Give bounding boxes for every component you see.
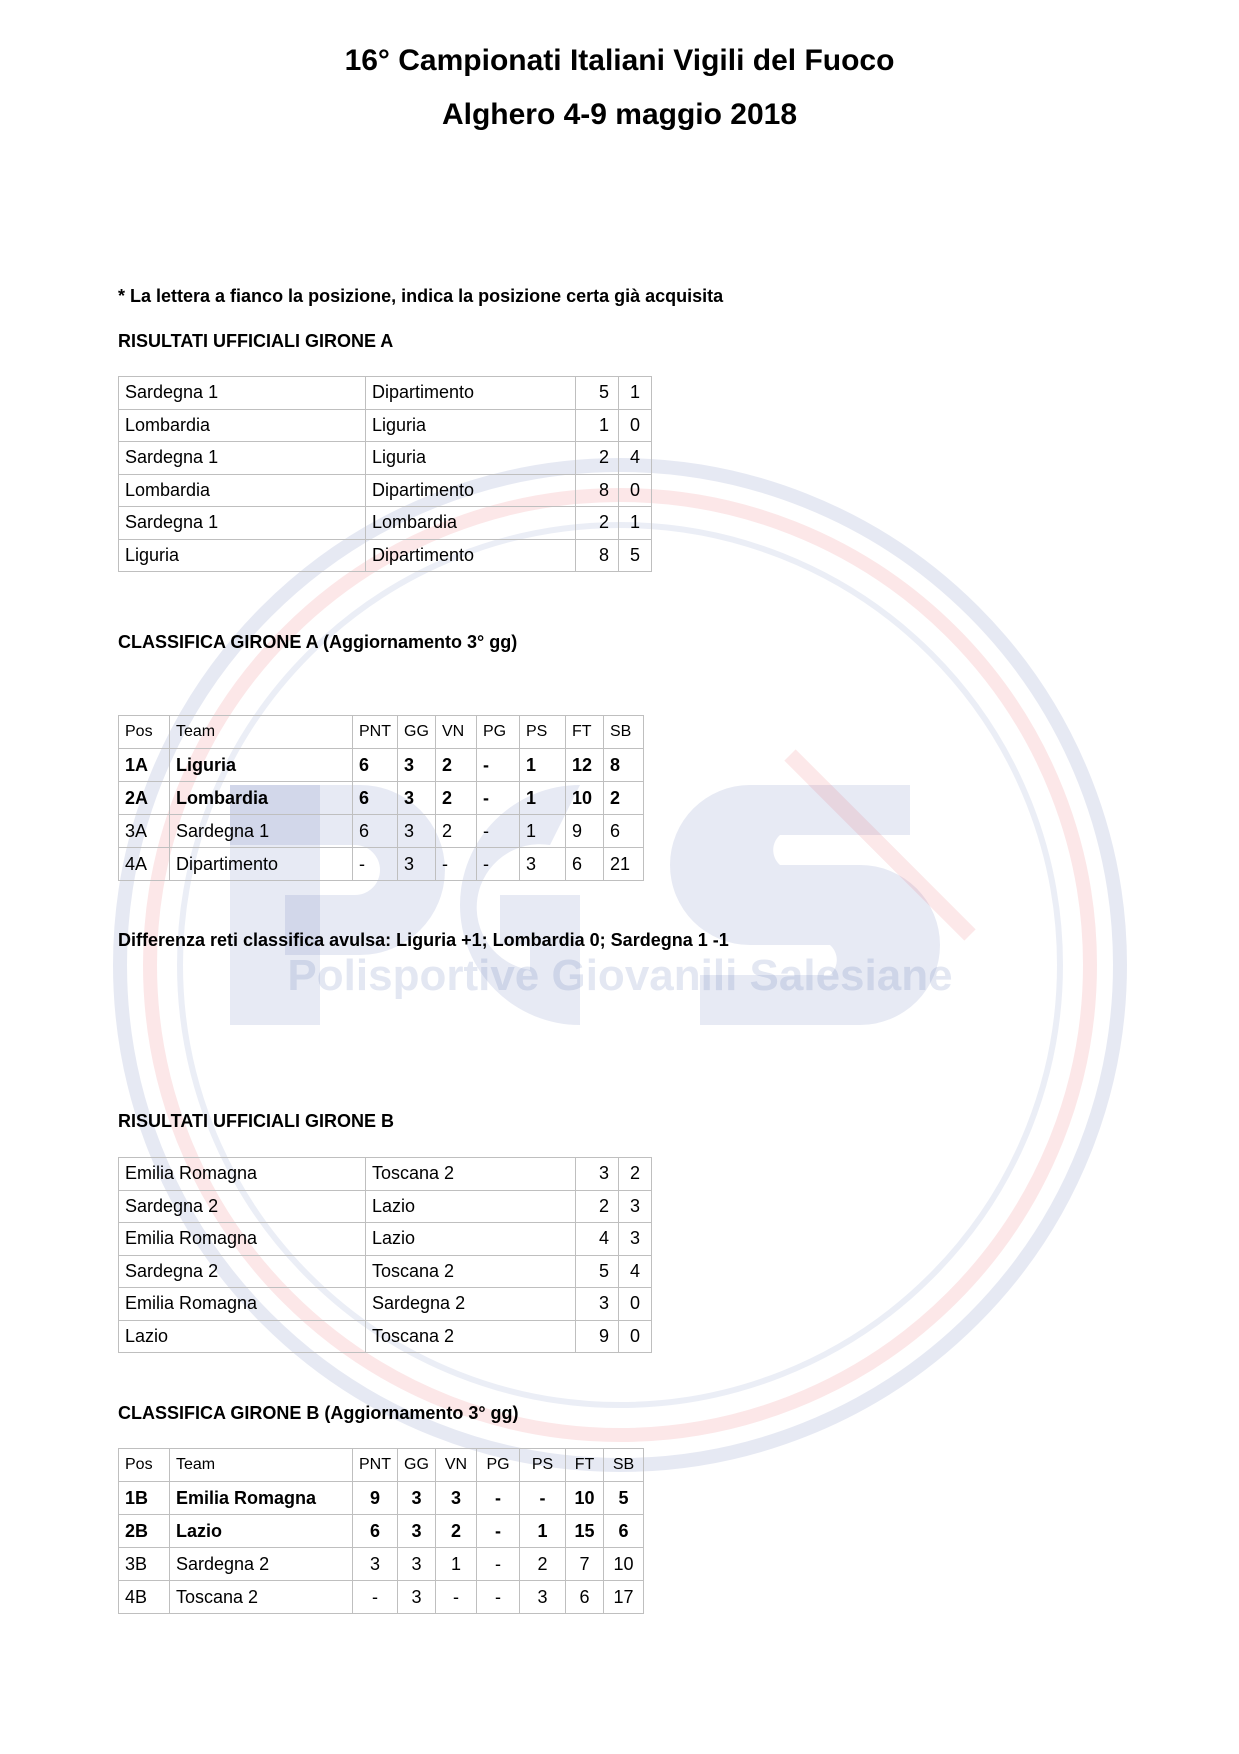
cell-pnt: 9 (353, 1482, 398, 1515)
column-header-pnt: PNT (353, 716, 398, 749)
home-team: Lombardia (119, 409, 366, 442)
column-header-pnt: PNT (353, 1449, 398, 1482)
cell-pnt: 6 (353, 782, 398, 815)
home-score: 3 (576, 1288, 619, 1321)
home-team: Sardegna 1 (119, 377, 366, 410)
cell-team: Sardegna 2 (170, 1548, 353, 1581)
standings-header-row (119, 1449, 644, 1482)
away-team: Dipartimento (366, 474, 576, 507)
cell-team: Toscana 2 (170, 1581, 353, 1614)
result-row (119, 1190, 652, 1223)
away-score: 2 (619, 1158, 652, 1191)
cell-pg: - (477, 1548, 520, 1581)
cell-ps: 1 (520, 815, 566, 848)
cell-pnt: - (353, 1581, 398, 1614)
away-score: 0 (619, 409, 652, 442)
home-team: Sardegna 1 (119, 442, 366, 475)
cell-vn: 1 (436, 1548, 477, 1581)
away-score: 4 (619, 442, 652, 475)
girone-b-results-table (118, 1157, 652, 1353)
home-score: 5 (576, 1255, 619, 1288)
away-team: Liguria (366, 409, 576, 442)
home-team: Lazio (119, 1320, 366, 1353)
home-score: 5 (576, 377, 619, 410)
cell-team: Dipartimento (170, 848, 353, 881)
column-header-gg: GG (398, 716, 436, 749)
column-header-pg: PG (477, 716, 520, 749)
cell-ps: 1 (520, 749, 566, 782)
cell-ps: 2 (520, 1548, 566, 1581)
result-row (119, 1158, 652, 1191)
away-score: 5 (619, 539, 652, 572)
cell-team: Emilia Romagna (170, 1482, 353, 1515)
cell-ft: 12 (566, 749, 604, 782)
away-score: 3 (619, 1223, 652, 1256)
result-row (119, 539, 652, 572)
cell-pg: - (477, 1482, 520, 1515)
cell-vn: 2 (436, 815, 477, 848)
column-header-sb: SB (604, 716, 644, 749)
cell-ft: 10 (566, 1482, 604, 1515)
standings-row (119, 848, 644, 881)
cell-team: Liguria (170, 749, 353, 782)
cell-gg: 3 (398, 1548, 436, 1581)
cell-gg: 3 (398, 848, 436, 881)
away-team: Lazio (366, 1190, 576, 1223)
cell-pnt: 6 (353, 815, 398, 848)
cell-pg: - (477, 815, 520, 848)
column-header-ft: FT (566, 1449, 604, 1482)
page-subtitle: Alghero 4-9 maggio 2018 (441, 98, 798, 131)
cell-pnt: 3 (353, 1548, 398, 1581)
cell-ps: 1 (520, 782, 566, 815)
away-score: 3 (619, 1190, 652, 1223)
standings-row (119, 1548, 644, 1581)
cell-ft: 6 (566, 1581, 604, 1614)
cell-pg: - (477, 848, 520, 881)
home-score: 2 (576, 442, 619, 475)
result-row (119, 507, 652, 540)
cell-vn: 2 (436, 782, 477, 815)
away-team: Dipartimento (366, 377, 576, 410)
home-score: 9 (576, 1320, 619, 1353)
girone-b-standings-table (118, 1448, 644, 1614)
home-team: Lombardia (119, 474, 366, 507)
cell-pos: 3A (119, 815, 170, 848)
watermark-caption: Polisportive Giovanili Salesiane (287, 951, 953, 1000)
away-score: 0 (619, 1320, 652, 1353)
standings-row (119, 1515, 644, 1548)
column-header-sb: SB (604, 1449, 644, 1482)
cell-gg: 3 (398, 815, 436, 848)
cell-sb: 6 (604, 815, 644, 848)
result-row (119, 409, 652, 442)
home-score: 2 (576, 507, 619, 540)
standings-row (119, 1581, 644, 1614)
standings-row (119, 815, 644, 848)
column-header-pg: PG (477, 1449, 520, 1482)
away-team: Lombardia (366, 507, 576, 540)
result-row (119, 474, 652, 507)
column-header-gg: GG (398, 1449, 436, 1482)
home-team: Emilia Romagna (119, 1288, 366, 1321)
home-team: Emilia Romagna (119, 1223, 366, 1256)
standings-row (119, 1482, 644, 1515)
standings-header-row (119, 716, 644, 749)
girone-a-standings-title: CLASSIFICA GIRONE A (Aggiornamento 3° gg) (118, 632, 518, 652)
standings-row (119, 782, 644, 815)
column-header-pos: Pos (119, 716, 170, 749)
girone-a-results-title: RISULTATI UFFICIALI GIRONE A (118, 331, 394, 351)
home-score: 1 (576, 409, 619, 442)
cell-ps: - (520, 1482, 566, 1515)
cell-pos: 4A (119, 848, 170, 881)
cell-ft: 7 (566, 1548, 604, 1581)
home-score: 8 (576, 474, 619, 507)
cell-pnt: 6 (353, 1515, 398, 1548)
cell-sb: 2 (604, 782, 644, 815)
cell-team: Lazio (170, 1515, 353, 1548)
cell-sb: 21 (604, 848, 644, 881)
column-header-vn: VN (436, 1449, 477, 1482)
cell-gg: 3 (398, 1482, 436, 1515)
cell-pnt: - (353, 848, 398, 881)
cell-sb: 6 (604, 1515, 644, 1548)
cell-pg: - (477, 1515, 520, 1548)
cell-vn: 3 (436, 1482, 477, 1515)
result-row (119, 1255, 652, 1288)
result-row (119, 1223, 652, 1256)
cell-ft: 6 (566, 848, 604, 881)
column-header-ps: PS (520, 1449, 566, 1482)
standings-row (119, 749, 644, 782)
girone-b-results-title: RISULTATI UFFICIALI GIRONE B (118, 1111, 394, 1131)
cell-pos: 1B (119, 1482, 170, 1515)
away-team: Toscana 2 (366, 1158, 576, 1191)
result-row (119, 1288, 652, 1321)
diff-note: Differenza reti classifica avulsa: Liguria +1; Lombardia 0; Sardegna 1 -1 (118, 930, 729, 950)
cell-sb: 8 (604, 749, 644, 782)
home-score: 3 (576, 1158, 619, 1191)
cell-gg: 3 (398, 782, 436, 815)
cell-ft: 9 (566, 815, 604, 848)
position-note: * La lettera a fianco la posizione, indica la posizione certa già acquisita (118, 286, 724, 306)
girone-a-results-table (118, 376, 652, 572)
cell-ps: 3 (520, 848, 566, 881)
home-team: Sardegna 2 (119, 1255, 366, 1288)
cell-pos: 4B (119, 1581, 170, 1614)
cell-ft: 15 (566, 1515, 604, 1548)
column-header-team: Team (170, 1449, 353, 1482)
home-score: 4 (576, 1223, 619, 1256)
cell-ft: 10 (566, 782, 604, 815)
cell-vn: 2 (436, 749, 477, 782)
cell-pnt: 6 (353, 749, 398, 782)
cell-team: Sardegna 1 (170, 815, 353, 848)
column-header-team: Team (170, 716, 353, 749)
column-header-ft: FT (566, 716, 604, 749)
away-score: 0 (619, 474, 652, 507)
cell-pg: - (477, 1581, 520, 1614)
away-score: 0 (619, 1288, 652, 1321)
column-header-ps: PS (520, 716, 566, 749)
cell-pos: 3B (119, 1548, 170, 1581)
cell-sb: 5 (604, 1482, 644, 1515)
away-score: 4 (619, 1255, 652, 1288)
home-team: Emilia Romagna (119, 1158, 366, 1191)
column-header-pos: Pos (119, 1449, 170, 1482)
cell-gg: 3 (398, 1515, 436, 1548)
cell-pg: - (477, 782, 520, 815)
cell-ps: 3 (520, 1581, 566, 1614)
page-title: 16° Campionati Italiani Vigili del Fuoco (344, 44, 895, 77)
cell-vn: - (436, 848, 477, 881)
away-team: Toscana 2 (366, 1320, 576, 1353)
result-row (119, 442, 652, 475)
cell-sb: 17 (604, 1581, 644, 1614)
home-score: 2 (576, 1190, 619, 1223)
cell-gg: 3 (398, 749, 436, 782)
cell-sb: 10 (604, 1548, 644, 1581)
away-team: Sardegna 2 (366, 1288, 576, 1321)
home-team: Liguria (119, 539, 366, 572)
girone-a-standings-table (118, 715, 644, 881)
cell-pos: 1A (119, 749, 170, 782)
cell-ps: 1 (520, 1515, 566, 1548)
cell-vn: - (436, 1581, 477, 1614)
result-row (119, 1320, 652, 1353)
away-team: Lazio (366, 1223, 576, 1256)
result-row (119, 377, 652, 410)
column-header-vn: VN (436, 716, 477, 749)
cell-pg: - (477, 749, 520, 782)
cell-vn: 2 (436, 1515, 477, 1548)
home-team: Sardegna 1 (119, 507, 366, 540)
cell-pos: 2A (119, 782, 170, 815)
home-score: 8 (576, 539, 619, 572)
away-score: 1 (619, 507, 652, 540)
away-team: Liguria (366, 442, 576, 475)
cell-pos: 2B (119, 1515, 170, 1548)
cell-gg: 3 (398, 1581, 436, 1614)
away-team: Toscana 2 (366, 1255, 576, 1288)
home-team: Sardegna 2 (119, 1190, 366, 1223)
away-score: 1 (619, 377, 652, 410)
cell-team: Lombardia (170, 782, 353, 815)
girone-b-standings-title: CLASSIFICA GIRONE B (Aggiornamento 3° gg) (118, 1403, 519, 1423)
away-team: Dipartimento (366, 539, 576, 572)
